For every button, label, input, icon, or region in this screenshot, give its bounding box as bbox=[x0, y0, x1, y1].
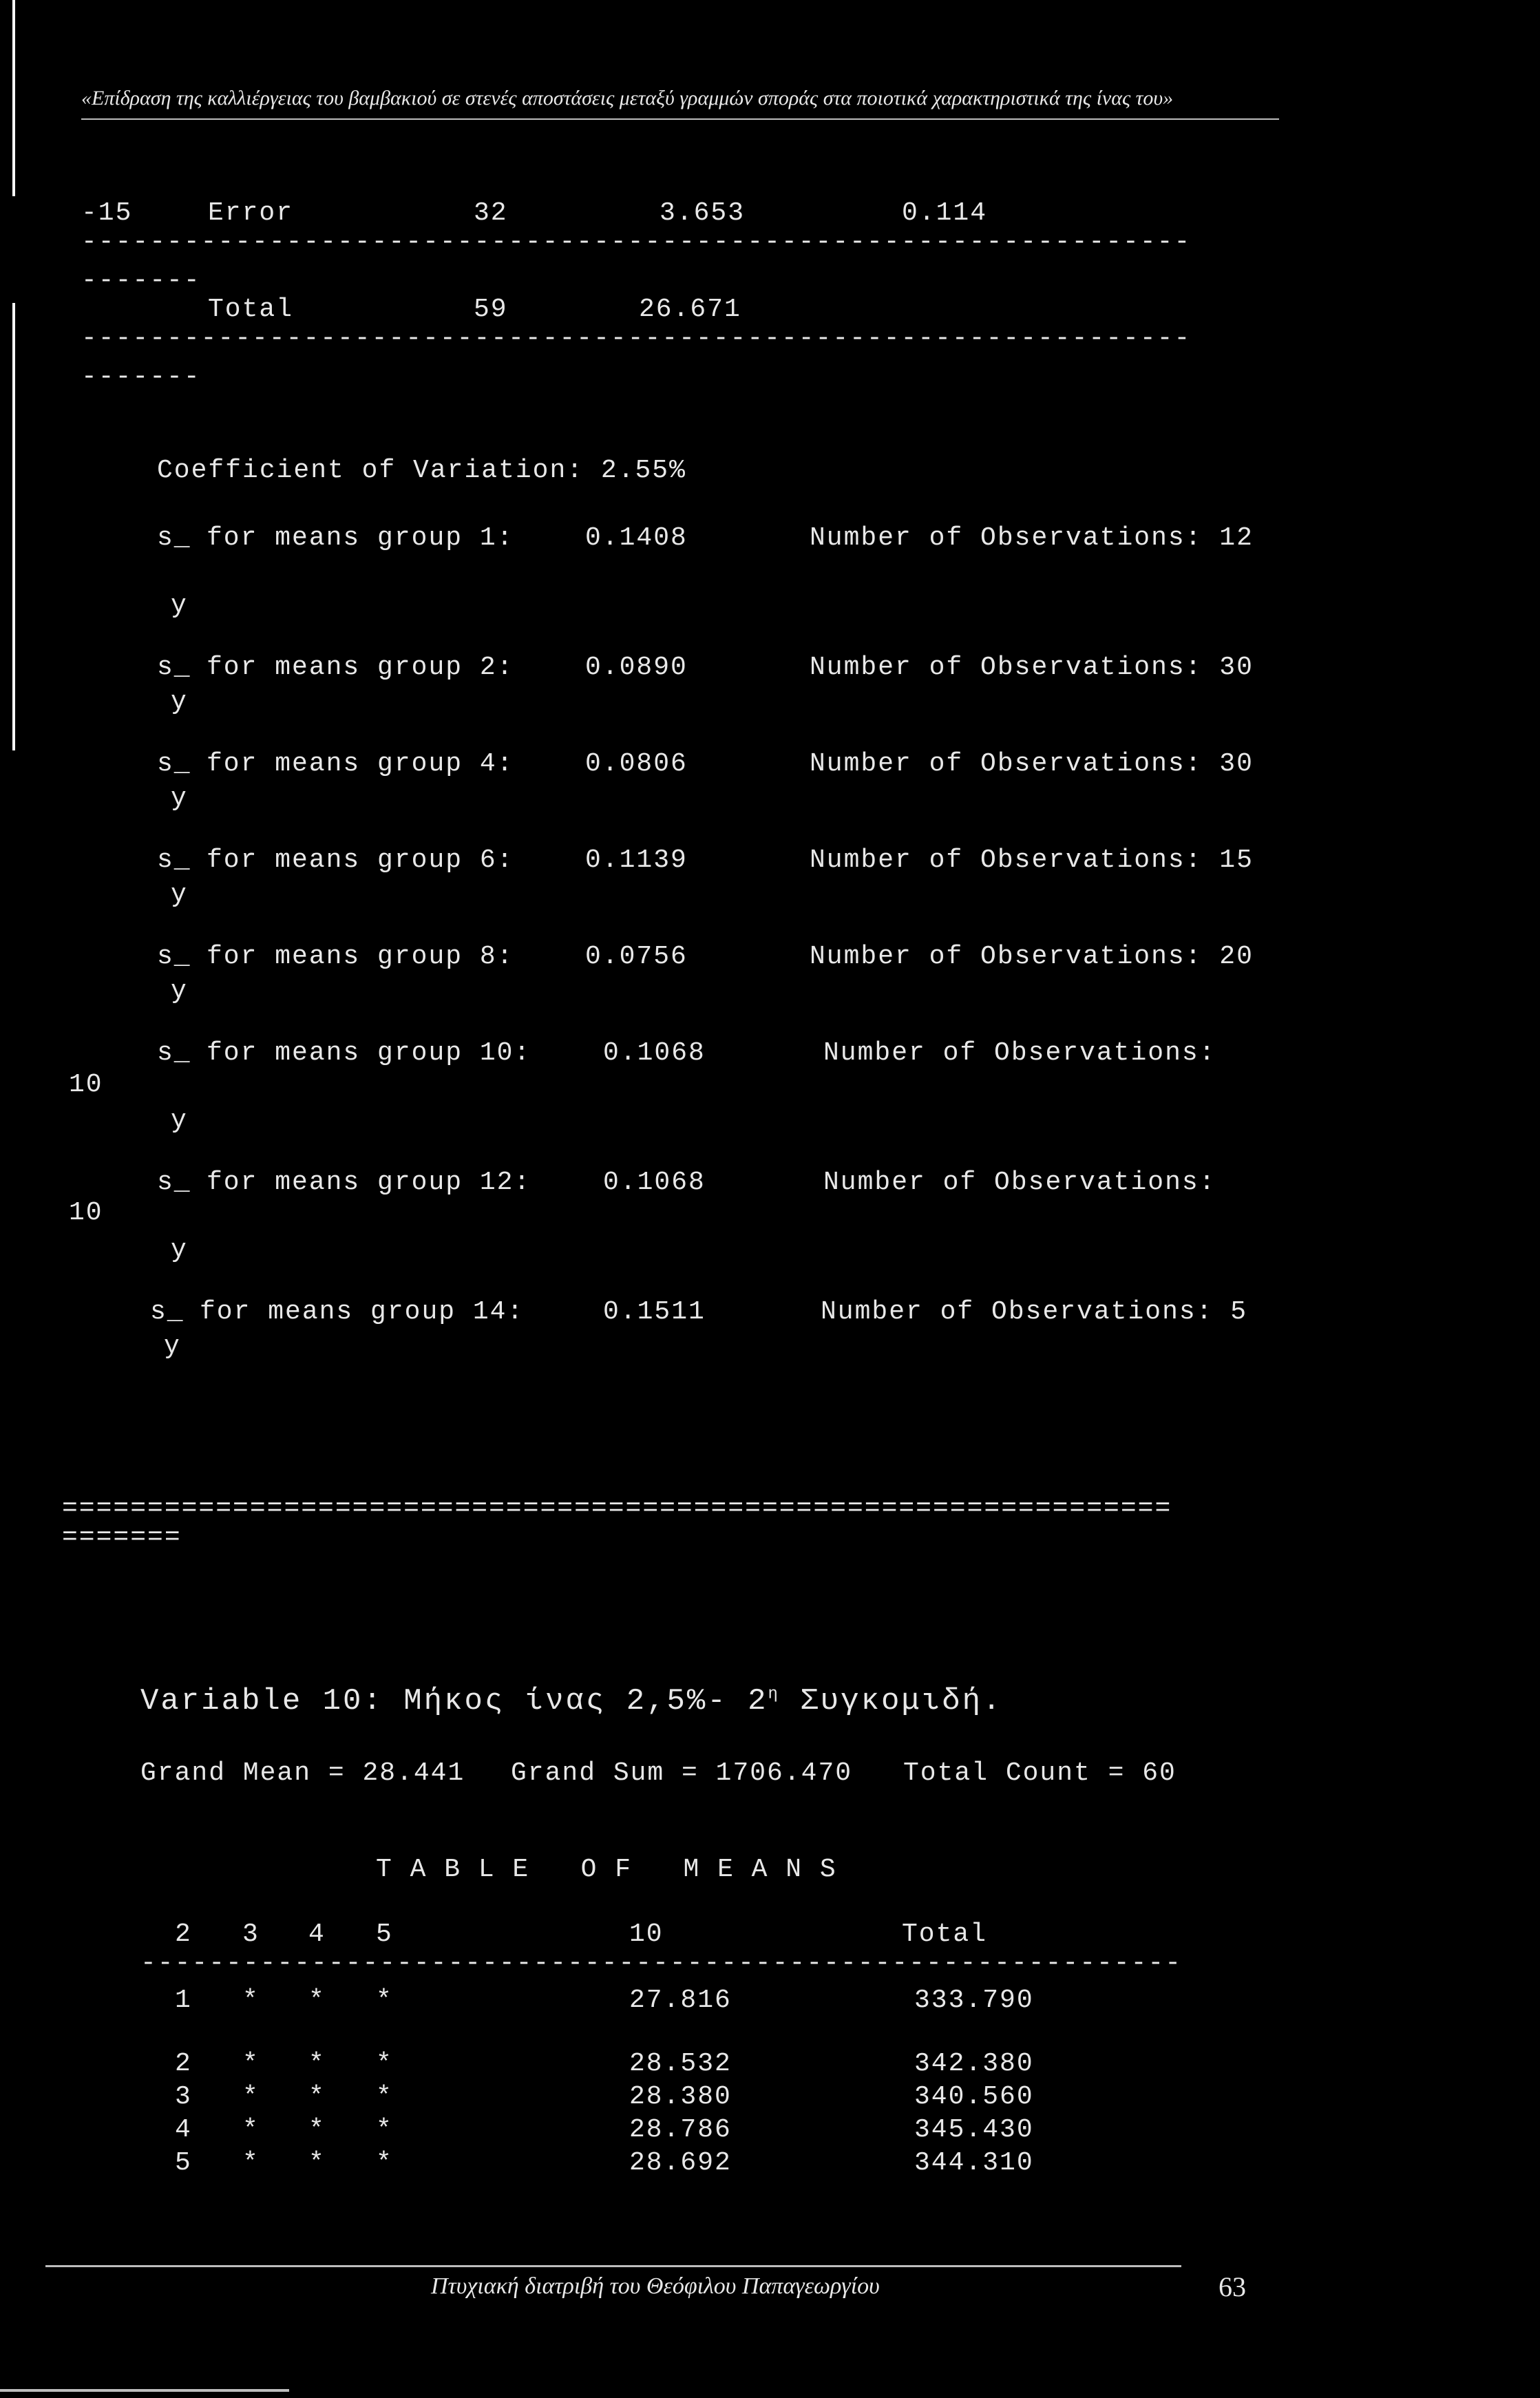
group-s-symbol: s_ bbox=[157, 749, 191, 779]
group-text: for means group 2: bbox=[207, 653, 514, 682]
group-s-symbol: s_ bbox=[157, 942, 191, 971]
total-label: Total bbox=[208, 295, 294, 324]
means-row-star: * bbox=[308, 2049, 326, 2079]
document-header-title: «Επίδραση της καλλιέργειας του βαμβακιού σε στενές αποστάσεις μεταξύ γραμμών σποράς στα ποιοτικά χαρακτηριστικά της ίνας του» bbox=[81, 87, 1174, 109]
group-value: 0.0890 bbox=[585, 653, 688, 682]
means-header-col-2: 2 bbox=[175, 1920, 192, 1949]
means-row-label: 2 bbox=[175, 2049, 192, 2079]
means-row-label: 4 bbox=[175, 2115, 192, 2145]
group-value: 0.0756 bbox=[585, 942, 688, 971]
means-row-label: 5 bbox=[175, 2148, 192, 2178]
means-row-mean: 27.816 bbox=[629, 1986, 732, 2015]
means-row-star: * bbox=[376, 2115, 393, 2145]
means-row-total: 345.430 bbox=[914, 2115, 1034, 2145]
anova-dash-tail-2: ------- bbox=[81, 362, 201, 392]
total-ss: 26.671 bbox=[639, 295, 741, 324]
group-observations: Number of Observations: 12 bbox=[810, 523, 1254, 553]
means-row-star: * bbox=[308, 1986, 326, 2015]
group-observations: Number of Observations: bbox=[823, 1168, 1216, 1197]
group-text: for means group 12: bbox=[207, 1168, 531, 1197]
means-row-star: * bbox=[376, 2049, 393, 2079]
group-observations: Number of Observations: bbox=[823, 1038, 1216, 1068]
group-y-symbol: y bbox=[171, 880, 188, 909]
means-row-total: 340.560 bbox=[914, 2082, 1034, 2112]
coefficient-of-variation: Coefficient of Variation: 2.55% bbox=[157, 456, 686, 485]
total-df: 59 bbox=[474, 295, 508, 324]
footer-rule bbox=[45, 2265, 1181, 2267]
group-y-symbol: y bbox=[171, 1235, 188, 1265]
means-row-star: * bbox=[308, 2115, 326, 2145]
means-row-star: * bbox=[242, 2082, 260, 2112]
group-value: 0.1139 bbox=[585, 845, 688, 875]
means-row-total: 342.380 bbox=[914, 2049, 1034, 2079]
variable-title-main: Variable 10: Μήκος ίνας 2,5%- 2 bbox=[140, 1684, 768, 1718]
means-row-total: 344.310 bbox=[914, 2148, 1034, 2178]
footer-credit: Πτυχιακή διατριβή του Θεόφιλου Παπαγεωργίου bbox=[431, 2273, 880, 2299]
means-table-rule: ------------------------------------------------------------- bbox=[140, 1948, 1183, 1978]
group-observations: Number of Observations: 30 bbox=[810, 653, 1254, 682]
means-row-star: * bbox=[376, 2082, 393, 2112]
group-s-symbol: s_ bbox=[157, 523, 191, 553]
error-label: Error bbox=[208, 198, 294, 228]
means-header-col-total: Total bbox=[902, 1920, 988, 1949]
group-observations: Number of Observations: 20 bbox=[810, 942, 1254, 971]
group-s-symbol: s_ bbox=[150, 1297, 184, 1327]
group-s-symbol: s_ bbox=[157, 653, 191, 682]
grand-mean: Grand Mean = 28.441 bbox=[140, 1758, 465, 1788]
means-header-col-3: 3 bbox=[242, 1920, 260, 1949]
group-left-count: 10 bbox=[69, 1070, 103, 1100]
error-code: -15 bbox=[81, 198, 133, 228]
margin-line-top bbox=[12, 0, 15, 196]
means-row-mean: 28.692 bbox=[629, 2148, 732, 2178]
group-y-symbol: y bbox=[171, 783, 188, 813]
means-row-star: * bbox=[242, 2049, 260, 2079]
group-value: 0.1068 bbox=[603, 1038, 706, 1068]
equals-separator-tail: ======= bbox=[62, 1523, 182, 1553]
means-header-col-5: 5 bbox=[376, 1920, 393, 1949]
means-row-star: * bbox=[308, 2148, 326, 2178]
header-rule bbox=[81, 118, 1279, 120]
means-row-star: * bbox=[242, 1986, 260, 2015]
error-ms: 0.114 bbox=[902, 198, 988, 228]
anova-dash-line-1: ----------------------------------------------------------------- bbox=[81, 227, 1192, 257]
means-row-total: 333.790 bbox=[914, 1986, 1034, 2015]
group-y-symbol: y bbox=[171, 687, 188, 717]
group-text: for means group 14: bbox=[200, 1297, 525, 1327]
margin-line-middle bbox=[12, 303, 15, 750]
means-row-label: 3 bbox=[175, 2082, 192, 2112]
error-ss: 3.653 bbox=[660, 198, 746, 228]
group-text: for means group 8: bbox=[207, 942, 514, 971]
group-observations: Number of Observations: 5 bbox=[821, 1297, 1248, 1327]
page-number: 63 bbox=[1219, 2271, 1246, 2302]
means-row-label: 1 bbox=[175, 1986, 192, 2015]
group-value: 0.0806 bbox=[585, 749, 688, 779]
total-count: Total Count = 60 bbox=[903, 1758, 1177, 1788]
group-observations: Number of Observations: 30 bbox=[810, 749, 1254, 779]
group-s-symbol: s_ bbox=[157, 1038, 191, 1068]
means-header-col-10: 10 bbox=[629, 1920, 664, 1949]
group-y-symbol: y bbox=[171, 976, 188, 1006]
variable-title bbox=[140, 1684, 1002, 1718]
group-s-symbol: s_ bbox=[157, 845, 191, 875]
group-left-count: 10 bbox=[69, 1198, 103, 1228]
means-row-mean: 28.380 bbox=[629, 2082, 732, 2112]
means-row-mean: 28.786 bbox=[629, 2115, 732, 2145]
group-value: 0.1408 bbox=[585, 523, 688, 553]
group-s-symbol: s_ bbox=[157, 1168, 191, 1197]
bottom-rule bbox=[0, 2389, 289, 2392]
means-row-mean: 28.532 bbox=[629, 2049, 732, 2079]
group-y-symbol: y bbox=[164, 1332, 181, 1361]
equals-separator-line: ================================================================= bbox=[62, 1494, 1172, 1524]
means-header-col-4: 4 bbox=[308, 1920, 326, 1949]
group-observations: Number of Observations: 15 bbox=[810, 845, 1254, 875]
group-text: for means group 6: bbox=[207, 845, 514, 875]
means-row-star: * bbox=[242, 2115, 260, 2145]
grand-sum: Grand Sum = 1706.470 bbox=[511, 1758, 853, 1788]
group-y-symbol: y bbox=[171, 591, 188, 620]
group-text: for means group 4: bbox=[207, 749, 514, 779]
group-text: for means group 1: bbox=[207, 523, 514, 553]
anova-dash-tail-1: ------- bbox=[81, 266, 201, 295]
error-df: 32 bbox=[474, 198, 508, 228]
means-row-star: * bbox=[308, 2082, 326, 2112]
means-row-star: * bbox=[242, 2148, 260, 2178]
group-value: 0.1068 bbox=[603, 1168, 706, 1197]
variable-title-end: Συγκομιδή. bbox=[779, 1684, 1003, 1718]
anova-dash-line-2: ----------------------------------------------------------------- bbox=[81, 324, 1192, 353]
group-text: for means group 10: bbox=[207, 1038, 531, 1068]
means-row-star: * bbox=[376, 2148, 393, 2178]
group-y-symbol: y bbox=[171, 1106, 188, 1135]
means-table-title: T A B L E O F M E A N S bbox=[376, 1855, 837, 1884]
means-row-star: * bbox=[376, 1986, 393, 2015]
variable-title-superscript: η bbox=[768, 1685, 780, 1704]
group-value: 0.1511 bbox=[603, 1297, 706, 1327]
